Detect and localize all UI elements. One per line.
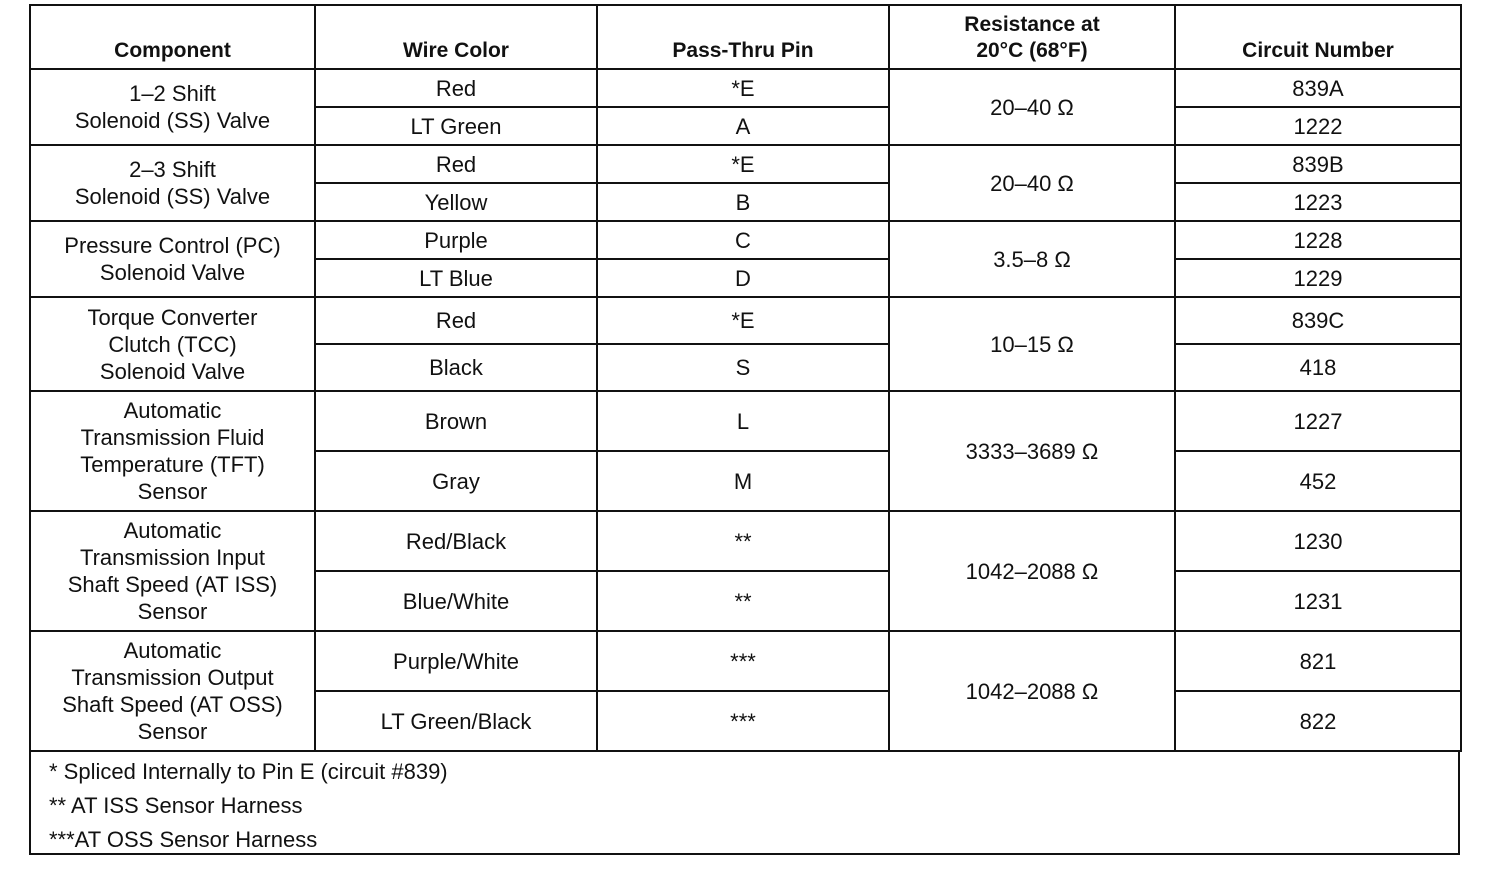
table-row	[30, 145, 1461, 183]
circuit-cell: 839A	[1175, 69, 1461, 107]
wire-color-cell: Yellow	[315, 183, 597, 221]
circuit-cell: 822	[1175, 691, 1461, 751]
circuit-cell: 1230	[1175, 511, 1461, 571]
wire-color-cell: LT Blue	[315, 259, 597, 297]
footnotes	[29, 751, 1460, 855]
header-resistance	[889, 5, 1175, 69]
pin-cell: A	[597, 107, 889, 145]
header-row	[30, 5, 1461, 69]
table-row	[30, 631, 1461, 691]
resistance-cell: 10–15 Ω	[889, 297, 1175, 391]
component-spec-table	[29, 4, 1462, 752]
circuit-cell: 839C	[1175, 297, 1461, 344]
pin-cell: D	[597, 259, 889, 297]
wire-color-cell: Red	[315, 297, 597, 344]
pin-cell: C	[597, 221, 889, 259]
resistance-cell: 3.5–8 Ω	[889, 221, 1175, 297]
pin-cell: **	[597, 511, 889, 571]
wire-color-cell: Blue/White	[315, 571, 597, 631]
circuit-cell: 839B	[1175, 145, 1461, 183]
circuit-cell: 418	[1175, 344, 1461, 391]
resistance-cell: 1042–2088 Ω	[889, 511, 1175, 631]
component-cell: 2–3 Shift Solenoid (SS) Valve	[30, 145, 315, 221]
resistance-cell: 3333–3689 Ω	[889, 391, 1175, 511]
pin-cell: ***	[597, 631, 889, 691]
pin-cell: L	[597, 391, 889, 451]
pin-cell: B	[597, 183, 889, 221]
circuit-cell: 1227	[1175, 391, 1461, 451]
component-cell: Automatic Transmission Input Shaft Speed (AT ISS) Sensor	[30, 511, 315, 631]
header-resistance-line2: 20°C (68°F)	[976, 39, 1088, 62]
header-component: Component	[30, 5, 315, 69]
circuit-cell: 1228	[1175, 221, 1461, 259]
resistance-cell: 1042–2088 Ω	[889, 631, 1175, 751]
circuit-cell: 1231	[1175, 571, 1461, 631]
pin-cell: **	[597, 571, 889, 631]
component-cell: Automatic Transmission Output Shaft Speed (AT OSS) Sensor	[30, 631, 315, 751]
circuit-cell: 1223	[1175, 183, 1461, 221]
wire-color-cell: Brown	[315, 391, 597, 451]
header-pass-thru-pin: Pass-Thru Pin	[597, 5, 889, 69]
wire-color-cell: Purple	[315, 221, 597, 259]
circuit-cell: 1229	[1175, 259, 1461, 297]
header-resistance-line1: Resistance at	[964, 13, 1100, 36]
wire-color-cell: Black	[315, 344, 597, 391]
pin-cell: *E	[597, 145, 889, 183]
wire-color-cell: Red	[315, 145, 597, 183]
circuit-cell: 1222	[1175, 107, 1461, 145]
component-cell: 1–2 Shift Solenoid (SS) Valve	[30, 69, 315, 145]
table-row	[30, 221, 1461, 259]
resistance-cell: 20–40 Ω	[889, 145, 1175, 221]
component-cell: Torque Converter Clutch (TCC) Solenoid Valve	[30, 297, 315, 391]
table-row	[30, 297, 1461, 344]
circuit-cell: 821	[1175, 631, 1461, 691]
pin-cell: *E	[597, 297, 889, 344]
wire-color-cell: Purple/White	[315, 631, 597, 691]
pin-cell: *E	[597, 69, 889, 107]
table-row	[30, 69, 1461, 107]
resistance-cell: 20–40 Ω	[889, 69, 1175, 145]
pin-cell: ***	[597, 691, 889, 751]
circuit-cell: 452	[1175, 451, 1461, 511]
pin-cell: M	[597, 451, 889, 511]
component-cell: Pressure Control (PC) Solenoid Valve	[30, 221, 315, 297]
footnote: ** AT ISS Sensor Harness	[49, 793, 303, 818]
wire-color-cell: LT Green	[315, 107, 597, 145]
component-cell: Automatic Transmission Fluid Temperature (TFT) Sensor	[30, 391, 315, 511]
wire-color-cell: Red/Black	[315, 511, 597, 571]
pin-cell: S	[597, 344, 889, 391]
wire-color-cell: Red	[315, 69, 597, 107]
header-circuit-number: Circuit Number	[1175, 5, 1461, 69]
table-row	[30, 391, 1461, 451]
footnote: ***AT OSS Sensor Harness	[49, 827, 318, 852]
wire-color-cell: Gray	[315, 451, 597, 511]
footnote: * Spliced Internally to Pin E (circuit #839)	[49, 759, 448, 784]
wire-color-cell: LT Green/Black	[315, 691, 597, 751]
table-row	[30, 511, 1461, 571]
header-wire-color: Wire Color	[315, 5, 597, 69]
